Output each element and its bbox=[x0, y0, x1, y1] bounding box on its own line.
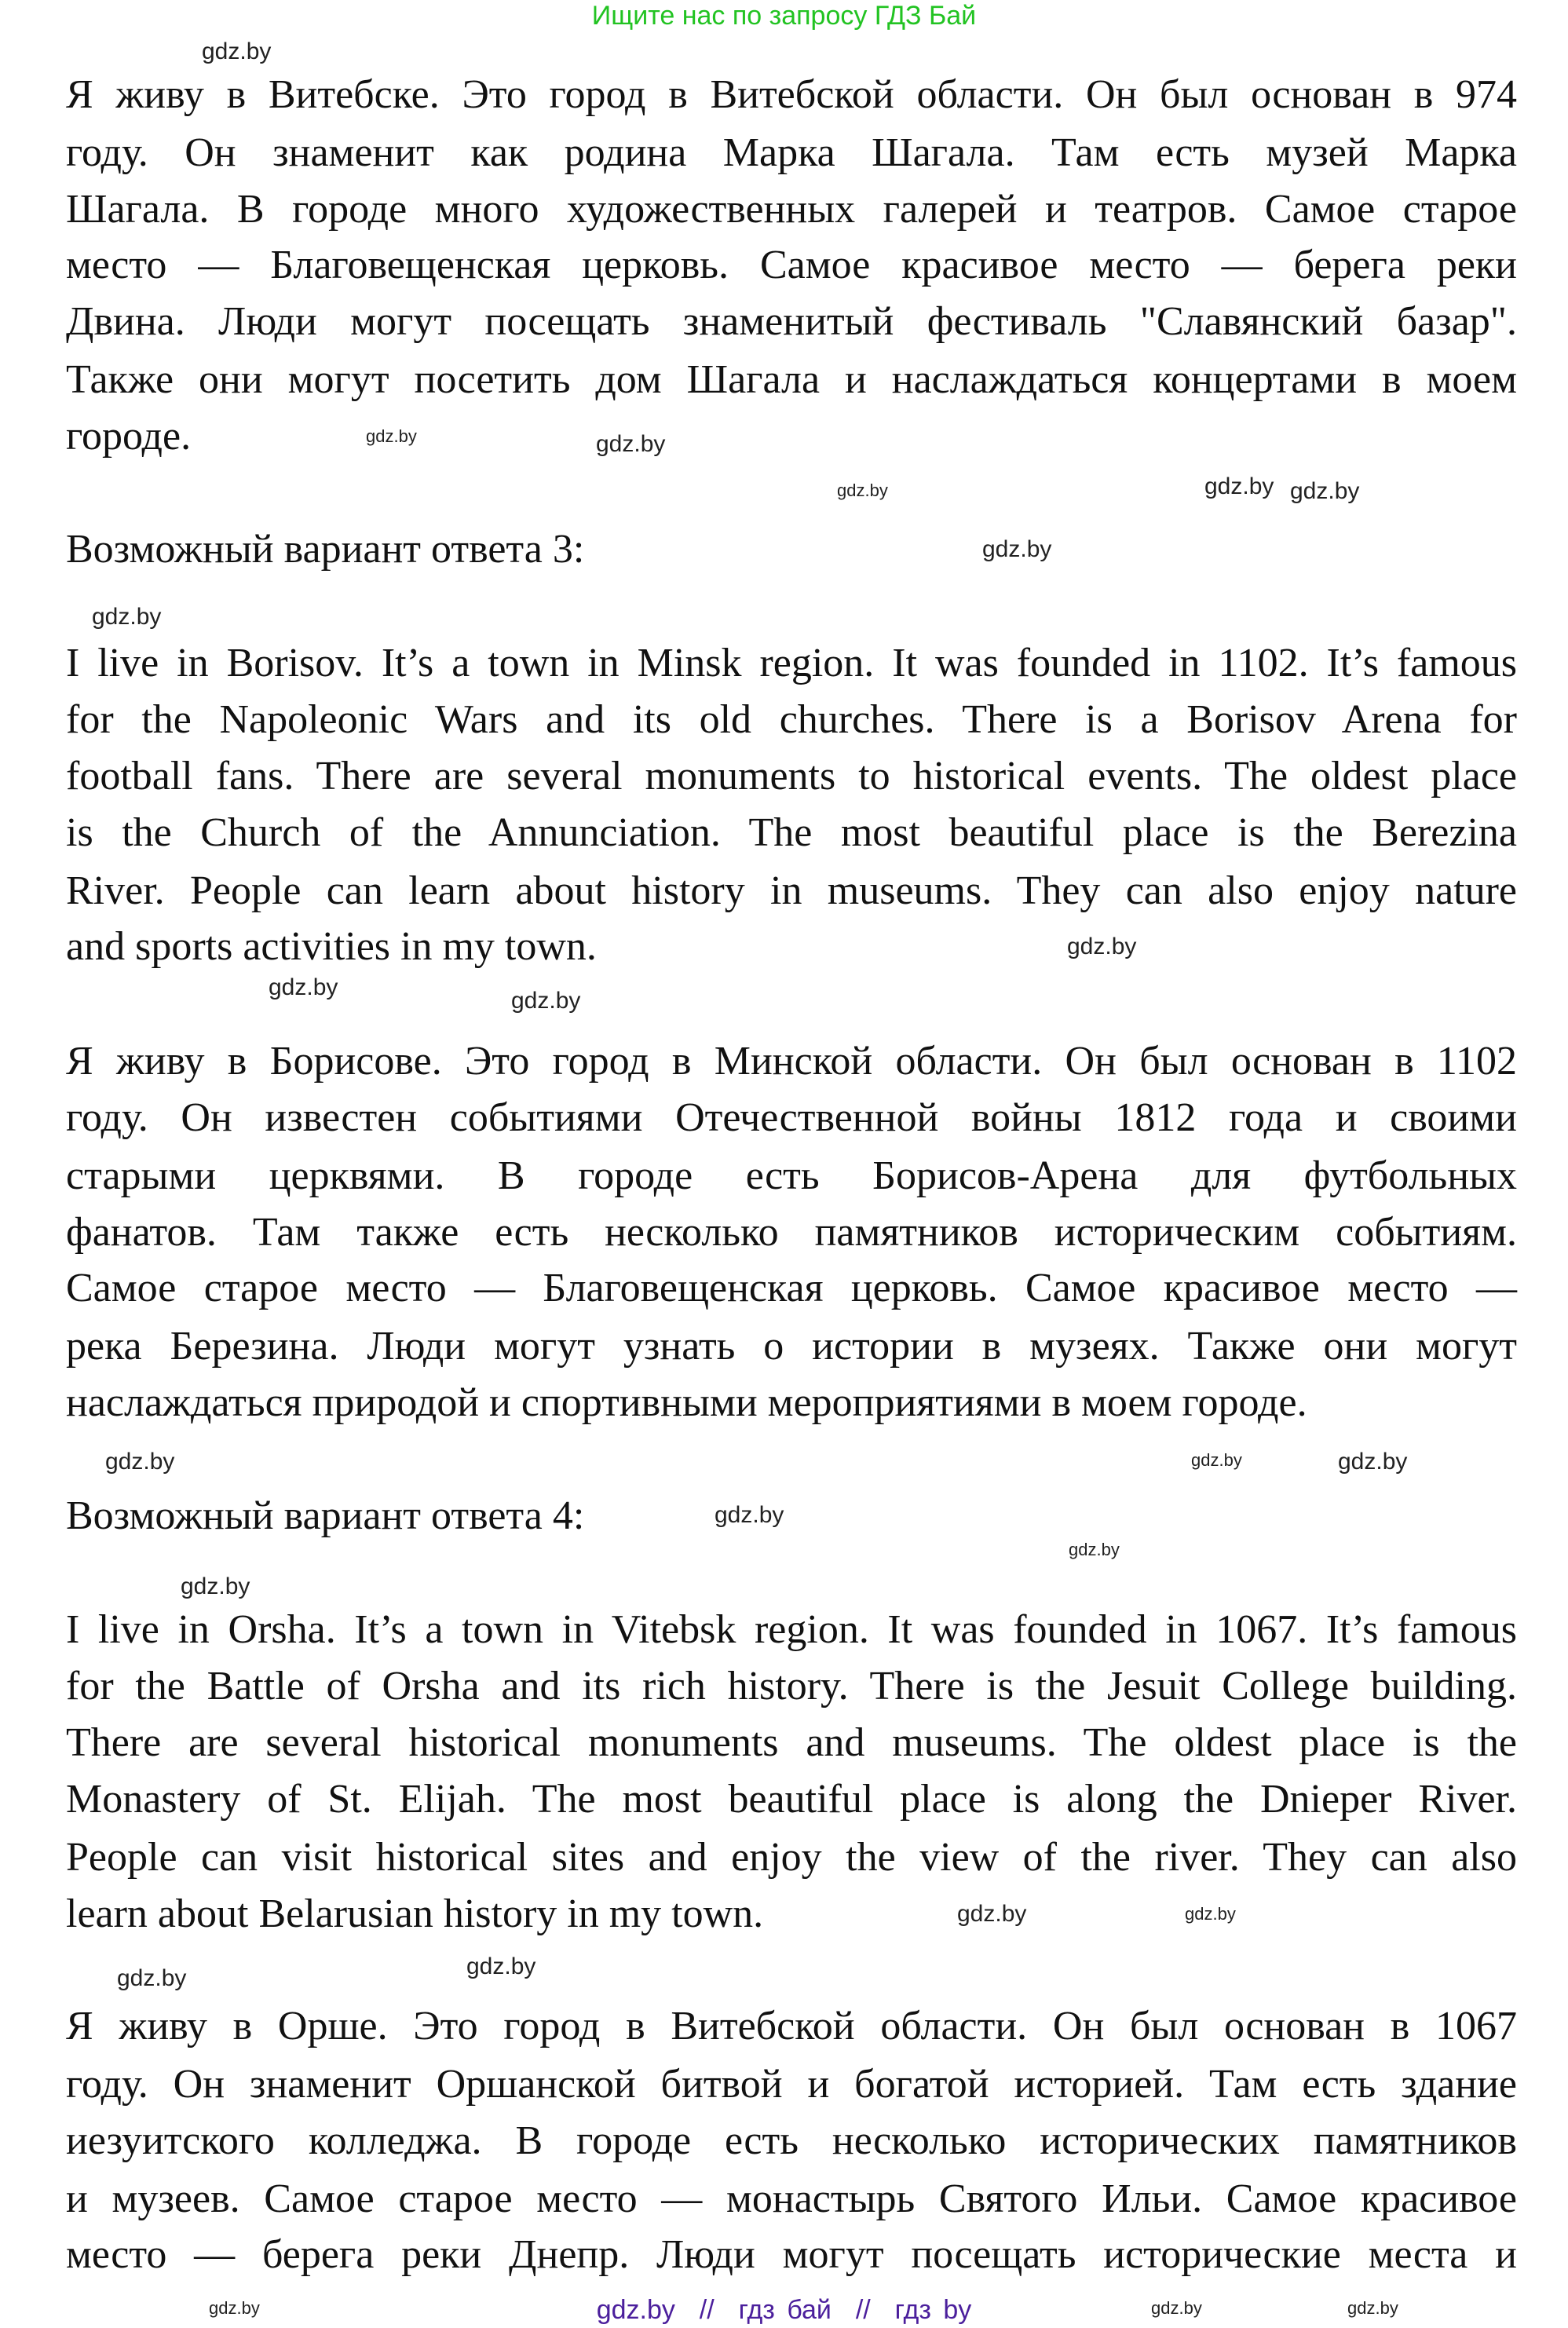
paragraph-2-line: football fans. There are several monuments to historical events. The oldest place bbox=[66, 754, 1517, 799]
paragraph-2-line: and sports activities in my town. bbox=[66, 924, 597, 969]
paragraph-4-line: learn about Belarusian history in my town. bbox=[66, 1891, 764, 1936]
paragraph-5-line: году. Он знаменит Оршанской битвой и богатой историей. Там есть здание bbox=[66, 2062, 1517, 2107]
paragraph-3-line: старыми церквями. В городе есть Борисов-Арена для футбольных bbox=[66, 1153, 1517, 1198]
paragraph-2-line: for the Napoleonic Wars and its old churches. There is a Borisov Arena for bbox=[66, 697, 1517, 742]
watermark: gdz.by bbox=[117, 1965, 187, 1991]
paragraph-1-line: году. Он знаменит как родина Марка Шагала. Там есть музей Марка bbox=[66, 130, 1517, 175]
watermark: gdz.by bbox=[92, 604, 162, 630]
search-banner[interactable]: Ищите нас по запросу ГДЗ Бай bbox=[591, 1, 977, 31]
watermark: gdz.by bbox=[596, 431, 666, 457]
paragraph-1-line: Двина. Люди могут посещать знаменитый фестиваль "Славянский базар". bbox=[66, 299, 1517, 344]
paragraph-3-line: Я живу в Борисове. Это город в Минской области. Он был основан в 1102 bbox=[66, 1039, 1517, 1084]
paragraph-5-line: место — берега реки Днепр. Люди могут посещать исторические места и bbox=[66, 2232, 1517, 2277]
paragraph-4-line: I live in Orsha. It’s a town in Vitebsk region. It was founded in 1067. It’s famous bbox=[66, 1607, 1517, 1652]
paragraph-1-line: место — Благовещенская церковь. Самое красивое место — берега реки bbox=[66, 243, 1517, 287]
paragraph-3-line: наслаждаться природой и спортивными мероприятиями в моем городе. bbox=[66, 1380, 1307, 1425]
paragraph-5-line: Я живу в Орше. Это город в Витебской области. Он был основан в 1067 bbox=[66, 2004, 1517, 2048]
paragraph-5-line: и музеев. Самое старое место — монастырь Святого Ильи. Самое красивое bbox=[66, 2176, 1517, 2221]
paragraph-1-line: Шагала. В городе много художественных галерей и театров. Самое старое bbox=[66, 187, 1517, 232]
answer-heading-3: Возможный вариант ответа 3: bbox=[66, 527, 585, 572]
watermark: gdz.by bbox=[105, 1449, 175, 1475]
paragraph-4-line: for the Battle of Orsha and its rich history. There is the Jesuit College building. bbox=[66, 1664, 1517, 1709]
watermark: gdz.by bbox=[957, 1901, 1027, 1927]
paragraph-4-line: Monastery of St. Elijah. The most beautiful place is along the Dnieper River. bbox=[66, 1777, 1517, 1822]
watermark: gdz.by bbox=[837, 481, 888, 500]
paragraph-2-line: is the Church of the Annunciation. The most beautiful place is the Berezina bbox=[66, 810, 1517, 855]
watermark: gdz.by bbox=[715, 1502, 784, 1528]
watermark: gdz.by bbox=[209, 2298, 260, 2318]
watermark: gdz.by bbox=[982, 536, 1052, 562]
watermark: gdz.by bbox=[202, 38, 272, 64]
watermark: gdz.by bbox=[1290, 478, 1360, 504]
watermark: gdz.by bbox=[1185, 1904, 1236, 1924]
watermark: gdz.by bbox=[1067, 934, 1137, 959]
paragraph-5-line: иезуитского колледжа. В городе есть несколько исторических памятников bbox=[66, 2118, 1517, 2163]
paragraph-4-line: People can visit historical sites and enjoy the view of the river. They can also bbox=[66, 1835, 1517, 1880]
watermark: gdz.by bbox=[1204, 473, 1274, 499]
paragraph-3-line: году. Он известен событиями Отечественной войны 1812 года и своими bbox=[66, 1095, 1517, 1140]
watermark: gdz.by bbox=[181, 1573, 250, 1599]
watermark: gdz.by bbox=[366, 426, 417, 446]
paragraph-3-line: река Березина. Люди могут узнать о истории в музеях. Также они могут bbox=[66, 1324, 1517, 1369]
answer-heading-4: Возможный вариант ответа 4: bbox=[66, 1493, 585, 1538]
watermark: gdz.by bbox=[1151, 2298, 1202, 2318]
paragraph-1-line: Также они могут посетить дом Шагала и наслаждаться концертами в моем bbox=[66, 357, 1517, 402]
watermark: gdz.by bbox=[1069, 1540, 1120, 1559]
footer-links[interactable]: gdz.by // гдз бай // гдз by bbox=[596, 2295, 972, 2325]
watermark: gdz.by bbox=[1338, 1449, 1408, 1475]
paragraph-1-line: городе. bbox=[66, 414, 192, 459]
watermark: gdz.by bbox=[1191, 1450, 1242, 1470]
paragraph-1-line: Я живу в Витебске. Это город в Витебской области. Он был основан в 974 bbox=[66, 72, 1517, 117]
watermark: gdz.by bbox=[511, 988, 581, 1014]
paragraph-3-line: фанатов. Там также есть несколько памятников историческим событиям. bbox=[66, 1210, 1517, 1255]
watermark: gdz.by bbox=[466, 1953, 536, 1979]
paragraph-2-line: I live in Borisov. It’s a town in Minsk region. It was founded in 1102. It’s famous bbox=[66, 641, 1517, 685]
paragraph-3-line: Самое старое место — Благовещенская церковь. Самое красивое место — bbox=[66, 1266, 1517, 1310]
paragraph-4-line: There are several historical monuments and museums. The oldest place is the bbox=[66, 1720, 1517, 1765]
paragraph-2-line: River. People can learn about history in museums. They can also enjoy nature bbox=[66, 868, 1517, 913]
watermark: gdz.by bbox=[1347, 2298, 1398, 2318]
watermark: gdz.by bbox=[269, 974, 338, 1000]
